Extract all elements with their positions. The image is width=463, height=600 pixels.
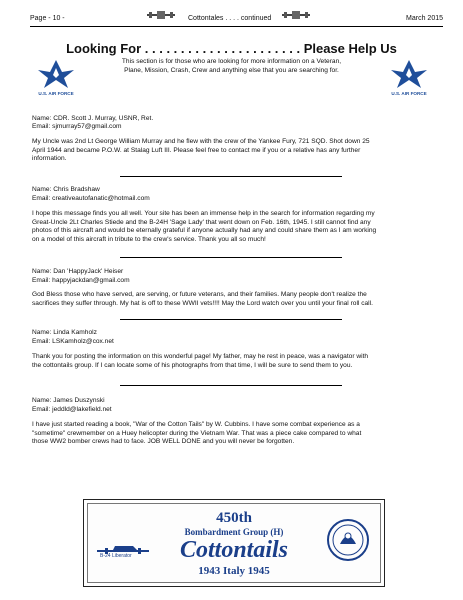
- message-line: "sometime" crewmember on a Huey helicopter during the Vietnam War. That was a piece cake compared to what: [32, 429, 362, 437]
- divider: [120, 176, 342, 177]
- intro-line: Plane, Mission, Crash, Crew and anything else that you are searching for.: [124, 66, 339, 74]
- entry-email: Email: creativeautofanatic@hotmail.com: [32, 195, 150, 202]
- divider: [120, 385, 342, 386]
- entry-message: [32, 291, 437, 308]
- group-seal-icon: [326, 518, 370, 562]
- entry-name: Name: Chris Bradshaw: [32, 186, 100, 193]
- banner-cottontails: Cottontails: [179, 537, 289, 563]
- message-line: My Uncle was 2nd Lt George William Murray and he flew with the crew of the Yankee Fury, 721 SQD. Shot down 25: [32, 138, 370, 145]
- logo-caption: U.S. AIR FORCE: [391, 91, 427, 96]
- entry-name: Name: CDR. Scott J. Murray, USNR, Ret.: [32, 115, 154, 122]
- air-force-wings-icon: [389, 58, 429, 90]
- us-air-force-logo-right: [389, 58, 429, 102]
- message-line: those WW2 bomber crews had to face. JOB WELL DONE and you will never be forgotten.: [32, 438, 295, 446]
- bomber-plane-icon: [145, 9, 177, 21]
- message-line: information.: [32, 155, 67, 163]
- section-title: Looking For . . . . . . . . . . . . . . . . . . . . . . Please Help Us: [66, 41, 397, 56]
- header-date: March 2015: [406, 15, 443, 22]
- banner-inner: [87, 503, 381, 583]
- entry-name: Name: Linda Kamholz: [32, 329, 97, 336]
- section-intro: [110, 58, 353, 75]
- page-header: [30, 6, 443, 27]
- header-title: Cottontales . . . . continued: [188, 15, 272, 22]
- aircraft-caption: B-24 Liberator: [100, 553, 132, 559]
- entry-message: [32, 353, 437, 370]
- message-line: Great-Uncle 2Lt Charles Stiede and the B-24H 'Sage Lady' that went down on Feb. 16th, 1945. I still cannot find any: [32, 218, 371, 226]
- message-line: God Bless those who have served, are serving, or future veterans, and their families. Many people don't realize the: [32, 291, 367, 298]
- entry-message: [32, 210, 437, 245]
- message-line: I hope this message finds you all well. Your site has been an immense help in the search for information regarding my: [32, 210, 375, 217]
- entry-message: [32, 421, 437, 447]
- divider: [120, 257, 342, 258]
- page-number: Page - 10 -: [30, 15, 65, 22]
- entry-email: Email: sjmurray57@gmail.com: [32, 123, 122, 130]
- message-line: sacrifices they suffer through. My hat is off to these WWII vets!!!! May the Lord watch over you until your final roll call.: [32, 299, 373, 307]
- message-line: April 1944 and became P.O.W. at Stalag Luft III. Please feel free to contact me if you or a relative has any further: [32, 146, 361, 154]
- banner-group-number: 450th: [216, 510, 252, 526]
- message-line: I have just started reading a book, "War of the Cotton Tails" by W. Cubbins. I have some combat experience as a: [32, 421, 360, 428]
- message-line: the cottontails group. If I can locate some of his photographs from that time, I will be sure to send them to you.: [32, 361, 353, 369]
- message-line: photos of this aircraft and would be eternally grateful if anyone actually had any and could share them as I am working: [32, 227, 377, 235]
- entry-email: Email: happyjackdan@gmail.com: [32, 277, 130, 284]
- divider: [120, 319, 342, 320]
- entry-name: Name: James Duszynski: [32, 397, 105, 404]
- message-line: on a model of this aircraft in tribute to the crew's service. Thank you all so much!: [32, 236, 266, 244]
- entry-message: [32, 138, 437, 164]
- entry-email: Email: jeddld@lakefield.net: [32, 406, 112, 413]
- banner-years: 1943 Italy 1945: [198, 565, 270, 577]
- banner-group-name: Bombardment Group (H): [184, 527, 284, 537]
- air-force-wings-icon: [36, 58, 76, 90]
- intro-line: This section is for those who are looking for more information on a Veteran,: [121, 58, 342, 65]
- logo-caption: U.S. AIR FORCE: [38, 91, 74, 96]
- us-air-force-logo-left: [36, 58, 76, 102]
- entry-email: Email: LSKamholz@cox.net: [32, 338, 114, 345]
- bomber-plane-icon: [280, 9, 312, 21]
- message-line: Thank you for posting the information on this wonderful page! My father, may he rest in peace, was a navigator with: [32, 353, 369, 360]
- b24-liberator-plane-icon: [93, 538, 153, 566]
- entry-name: Name: Dan 'HappyJack' Heiser: [32, 268, 124, 275]
- cottontails-banner: [83, 499, 385, 587]
